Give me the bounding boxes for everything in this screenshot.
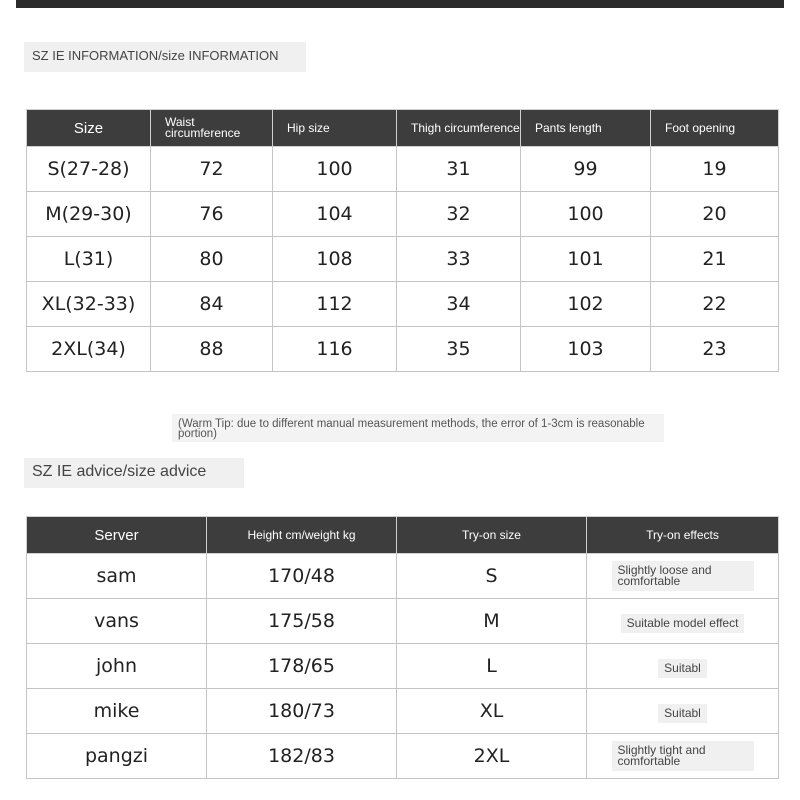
size-information-table bbox=[26, 109, 779, 372]
table-row bbox=[27, 644, 779, 689]
table-row bbox=[27, 689, 779, 734]
length-cell: 101 bbox=[521, 237, 651, 282]
server-cell: pangzi bbox=[27, 734, 207, 779]
waist-cell: 88 bbox=[151, 327, 273, 372]
try-on-effect-cell bbox=[587, 734, 779, 779]
advice-table-header-row bbox=[27, 517, 779, 554]
size-advice-title: SZ IE advice/size advice bbox=[24, 458, 244, 488]
effect-label: Suitabl bbox=[658, 659, 707, 678]
height-weight-cell: 175/58 bbox=[207, 599, 397, 644]
try-on-effect-cell bbox=[587, 689, 779, 734]
effect-label: Suitable model effect bbox=[621, 614, 745, 633]
foot-opening-cell: 19 bbox=[651, 147, 779, 192]
thigh-cell: 32 bbox=[397, 192, 521, 237]
table-row bbox=[27, 599, 779, 644]
try-on-size-cell: M bbox=[397, 599, 587, 644]
foot-opening-cell: 23 bbox=[651, 327, 779, 372]
column-header: Pants length bbox=[521, 110, 651, 147]
thigh-cell: 35 bbox=[397, 327, 521, 372]
waist-cell: 72 bbox=[151, 147, 273, 192]
column-header: Server bbox=[27, 517, 207, 554]
column-header: Size bbox=[27, 110, 151, 147]
thigh-cell: 33 bbox=[397, 237, 521, 282]
top-banner-strip bbox=[16, 0, 784, 8]
column-header: Waist circumference bbox=[151, 110, 273, 147]
try-on-effect-cell bbox=[587, 644, 779, 689]
length-cell: 100 bbox=[521, 192, 651, 237]
column-header: Try-on size bbox=[397, 517, 587, 554]
waist-cell: 76 bbox=[151, 192, 273, 237]
size-information-title: SZ IE INFORMATION/size INFORMATION bbox=[24, 42, 306, 72]
server-cell: sam bbox=[27, 554, 207, 599]
hip-cell: 112 bbox=[273, 282, 397, 327]
effect-label: Slightly loose and comfortable bbox=[612, 561, 754, 591]
thigh-cell: 34 bbox=[397, 282, 521, 327]
waist-cell: 84 bbox=[151, 282, 273, 327]
try-on-size-cell: 2XL bbox=[397, 734, 587, 779]
column-header: Height cm/weight kg bbox=[207, 517, 397, 554]
warm-tip-note: (Warm Tip: due to different manual measurement methods, the error of 1-3cm is reasonable portion) bbox=[172, 414, 664, 442]
height-weight-cell: 178/65 bbox=[207, 644, 397, 689]
effect-label: Slightly tight and comfortable bbox=[612, 741, 754, 771]
server-cell: john bbox=[27, 644, 207, 689]
column-header: Thigh circumference bbox=[397, 110, 521, 147]
length-cell: 99 bbox=[521, 147, 651, 192]
thigh-cell: 31 bbox=[397, 147, 521, 192]
column-header: Try-on effects bbox=[587, 517, 779, 554]
height-weight-cell: 182/83 bbox=[207, 734, 397, 779]
table-row bbox=[27, 147, 779, 192]
size-cell: XL(32-33) bbox=[27, 282, 151, 327]
table-row bbox=[27, 237, 779, 282]
size-cell: L(31) bbox=[27, 237, 151, 282]
table-row bbox=[27, 734, 779, 779]
size-cell: 2XL(34) bbox=[27, 327, 151, 372]
try-on-effect-cell bbox=[587, 599, 779, 644]
height-weight-cell: 180/73 bbox=[207, 689, 397, 734]
server-cell: vans bbox=[27, 599, 207, 644]
size-cell: S(27-28) bbox=[27, 147, 151, 192]
size-cell: M(29-30) bbox=[27, 192, 151, 237]
try-on-effect-cell bbox=[587, 554, 779, 599]
height-weight-cell: 170/48 bbox=[207, 554, 397, 599]
hip-cell: 100 bbox=[273, 147, 397, 192]
try-on-size-cell: L bbox=[397, 644, 587, 689]
table-row bbox=[27, 192, 779, 237]
size-advice-table bbox=[26, 516, 779, 779]
try-on-size-cell: S bbox=[397, 554, 587, 599]
foot-opening-cell: 22 bbox=[651, 282, 779, 327]
size-table-header-row bbox=[27, 110, 779, 147]
table-row bbox=[27, 282, 779, 327]
hip-cell: 108 bbox=[273, 237, 397, 282]
length-cell: 102 bbox=[521, 282, 651, 327]
length-cell: 103 bbox=[521, 327, 651, 372]
column-header: Foot opening bbox=[651, 110, 779, 147]
waist-cell: 80 bbox=[151, 237, 273, 282]
foot-opening-cell: 21 bbox=[651, 237, 779, 282]
table-row bbox=[27, 327, 779, 372]
foot-opening-cell: 20 bbox=[651, 192, 779, 237]
try-on-size-cell: XL bbox=[397, 689, 587, 734]
column-header: Hip size bbox=[273, 110, 397, 147]
table-row bbox=[27, 554, 779, 599]
effect-label: Suitabl bbox=[658, 704, 707, 723]
server-cell: mike bbox=[27, 689, 207, 734]
hip-cell: 116 bbox=[273, 327, 397, 372]
hip-cell: 104 bbox=[273, 192, 397, 237]
